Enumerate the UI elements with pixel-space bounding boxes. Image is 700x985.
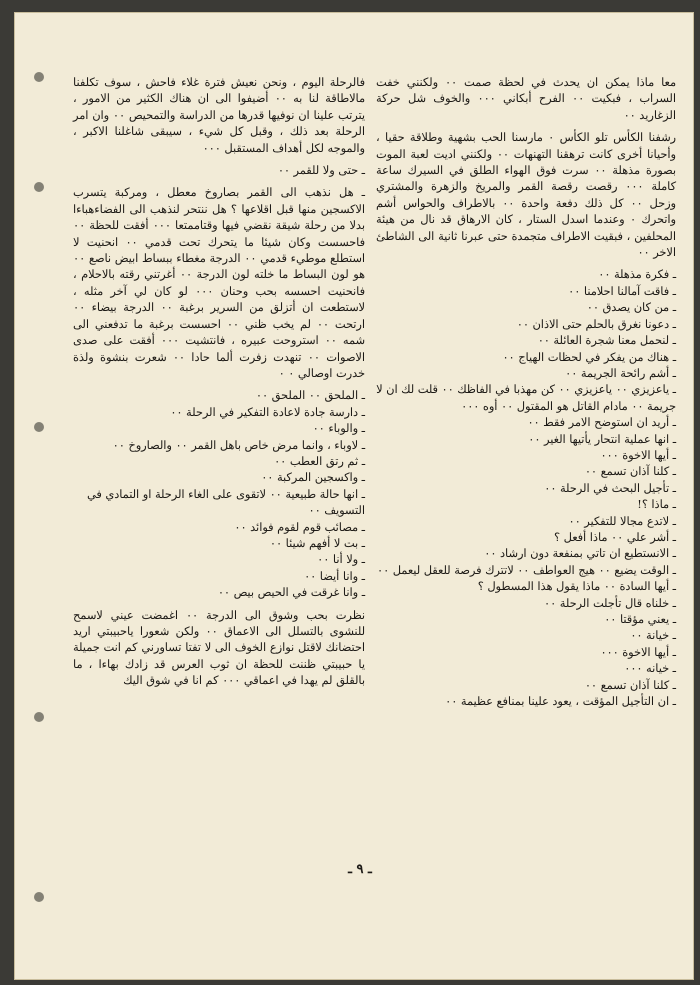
dialogue-line: ـ أيها الاخوة ٠٠٠ (600, 448, 676, 462)
dialogue-line: ـ بت لا أفهم شيئا ٠٠ (269, 536, 365, 550)
dialogue-line: ـ حتى ولا للقمر ٠٠ (277, 164, 365, 178)
paragraph: معا ماذا يمكن ان يحدث في لحظة صمت ٠٠ ولكنني خفت السراب ، فبكيت ٠٠ الفرح أبكاني ٠٠٠ والخوف شل حركة الزغاريد ٠٠ (376, 76, 677, 122)
dialogue-line: ـ الملحق ٠٠ الملحق ٠٠ (255, 389, 365, 403)
dialogue-line: ـ تأجيل البحث في الرحلة ٠٠ (544, 481, 676, 495)
dialogue-line: ـ ياعزيزي ٠٠ ياعزيزي ٠٠ كن مهذبا في الفاظك ٠٠ قلت لك ان لا جريمة ٠٠ مادام القاتل هو المقتول ٠٠ أوه ٠٠٠ (376, 383, 676, 413)
dialogue-line: ـ أشم رائحة الجريمة ٠٠ (565, 366, 676, 380)
dialogue-line: ـ مصائب قوم لقوم فوائد ٠٠ (234, 520, 365, 534)
dialogue-line: ـ كلنا آذان تسمع ٠٠ (584, 465, 676, 479)
dialogue-line: ـ والوباء ٠٠ (312, 422, 365, 436)
dialogue-line: ـ فكرة مذهلة ٠٠ (598, 268, 676, 282)
dialogue-line: ـ انها حالة طبيعية ٠٠ لاتقوى على الغاء الرحلة او التمادي في التسويف ٠٠ (86, 487, 365, 518)
dialogue-line: ـ دعونا نغرق بالحلم حتى الاذان ٠٠ (516, 317, 676, 331)
paragraph: رشفنا الكأس تلو الكأس ٠ مارسنا الحب بشهية وطلاقة حقيا ، وأحيانا أخرى كانت ترهقنا التهنهات ٠٠ ولكنني اديت لعبة الموت بصورة مذهلة ٠٠ سرت فوق الهواء الطلق في السيرك ساعة كاملة ٠٠٠ رقصت رقصة القمر والمريخ والزهرة والمشتري وزحل ٠٠ كل ذلك دفعة واحدة ٠٠ بالاطراف والحواس أشم واتحرك ٠ وعندما اسدل الستار ، كان الارهاق قد نال من هيئة المحلفين ، فبقيت الاطراف متجمدة حتى عبرنا ثانية الى الشاطئ الاخر ٠٠ (376, 131, 677, 260)
dialogue-line: ـ يعني مؤقتا ٠٠ (604, 613, 676, 626)
paragraph: ـ هل نذهب الى القمر بصاروخ معطل ، ومركبة يتسرب الاكسجين منها قبل اقلاعها ؟ هل ننتحر لنذهب الى الفضاءهباءا بدلا من رحلة شيقة نقضي فيها وقتاممتعا ٠٠٠ أفقت للحظة ٠٠ فاحسست وكان شيئا ما يتحرك تحت قدمي ٠٠ انحنيت لا استطلع موطيء قدمي ٠٠ الدرجة مغطاء ببساط ابيض ناصع ٠٠ هو لون البساط ما خلته لون الدرجة ٠٠ أغرتني رقته بالاحلام ، فانحنيت احسسه بحب وحنان ٠٠٠ لو كان لي آخر مثله ، لاستطعت ان أتزلق من السرير برغبة ٠٠ الدرجة بيضاء ٠٠ ارتحت ٠٠ لم يخب ظني ٠٠ احسست برغبة ما تدفعني الى شمه ٠٠ استروحت عبيره ، فانتشيت ٠٠٠ أفقت على صدى الاصوات ٠٠ تنهدت زفرت ألما حادا ٠٠ شعرت بنشوة ولذة خدرت اوصالي ٠ ٠ (73, 186, 366, 380)
dialogue-line: ـ لاتدع مجالا للتفكير ٠٠ (568, 514, 676, 528)
dialogue-line: ـ خيانة ٠٠ (630, 629, 676, 643)
dialogue-line: ـ واكسجين المركبة ٠٠ (261, 471, 365, 485)
paragraph: فالرحلة اليوم ، ونحن نعيش فترة غلاء فاحش ، سوف تكلفنا مالاطاقة لنا به ٠٠ أضيفوا الى ان هناك الكثير من الامور ، يترتب علينا ان نوفيها قدرها من الدراسة والتمحيص ٠٠ وان امر الرحلة بعد ذلك ، وقبل كل شيء ، سيبقى شاغلنا الاكبر ، والموجه لكل أهداف المستقبل ٠٠٠ (73, 76, 366, 155)
dialogue-line: ـ الوقت يضيع ٠٠ هيج العواطف ٠٠ لاتترك فرصة للعقل ليعمل ٠٠ (377, 563, 676, 577)
dialogue-line: ـ خيانه ٠٠٠ (624, 662, 676, 676)
dialogue-line: ـ الانستطيع ان تاتي بمنفعة دون ارشاد ٠٠ (484, 547, 676, 561)
dialogue-line: ـ أيها الاخوة ٠٠٠ (600, 645, 676, 659)
dialogue-line: ـ كلنا آذان تسمع ٠٠ (584, 678, 676, 692)
dialogue-line: ـ لاوباء ، وانما مرض خاص باهل القمر ٠٠ والصاروخ ٠٠ (112, 438, 365, 452)
right-column (376, 75, 676, 710)
dialogue-line: ـ خلناه قال تأجلت الرحلة ٠٠ (544, 596, 676, 610)
dialogue-line: ـ ان التأجيل المؤقت ، يعود علينا بمنافع عظيمة ٠٠ (445, 695, 676, 709)
dialogue-line: ـ أشر علي ٠٠ ماذا أفعل ؟ (554, 530, 676, 544)
paragraph: نظرت بحب وشوق الى الدرجة ٠٠ اغمضت عيني لاسمح للنشوى بالتسلل الى الاعماق ٠٠ ولكن شعورا ياحبيبتي اريد احتضانك لاقتل نوازع الخوف الى لا تفتا تساورني كم انت جميلة يا حبيبتي ظننت للحظة ان ثوب العرس قد زادك بهاءا ، ما بالقلق لم يهدا في اعماقي ٠٠٠ كم انا في شوق اليك (73, 608, 366, 688)
binding-hole (34, 712, 44, 722)
dialogue-line: ـ أيها السادة ٠٠ ماذا يقول هذا المسطول ؟ (477, 580, 676, 594)
dialogue-line: ـ دارسة جادة لاعادة التفكير في الرحلة ٠٠ (170, 405, 365, 419)
binding-hole (34, 422, 44, 432)
page-number: ـ ٩ ـ (348, 862, 372, 877)
dialogue-line: ـ انها عملية انتحار يأتيها الغير ٠٠ (528, 432, 676, 446)
dialogue-line: ـ ولا أنا ٠٠ (317, 553, 365, 567)
binding-hole (34, 182, 44, 192)
dialogue-line: ـ وانا أيضا ٠٠ (304, 569, 365, 583)
dialogue-line: ـ أريد ان استوضح الامر فقط ٠٠ (527, 416, 676, 430)
binding-holes (34, 12, 52, 980)
dialogue-line: ـ فاقت آمالنا احلامنا ٠٠ (568, 284, 676, 298)
dialogue-line: ـ من كان يصدق ٠٠ (586, 301, 676, 315)
dialogue-line: ـ وانا غرقت في الحيص بيص ٠٠ (217, 586, 365, 600)
binding-hole (34, 892, 44, 902)
dialogue-line: ـ هناك من يفكر في لحظات الهياج ٠٠ (502, 350, 676, 364)
dialogue-line: ـ ماذا ؟! (637, 498, 676, 512)
dialogue-line: ـ ثم رتق العطب ٠٠ (274, 454, 365, 468)
dialogue-line: ـ لنحمل معنا شجرة العائلة ٠٠ (537, 334, 676, 348)
left-column (73, 75, 365, 693)
binding-hole (34, 72, 44, 82)
